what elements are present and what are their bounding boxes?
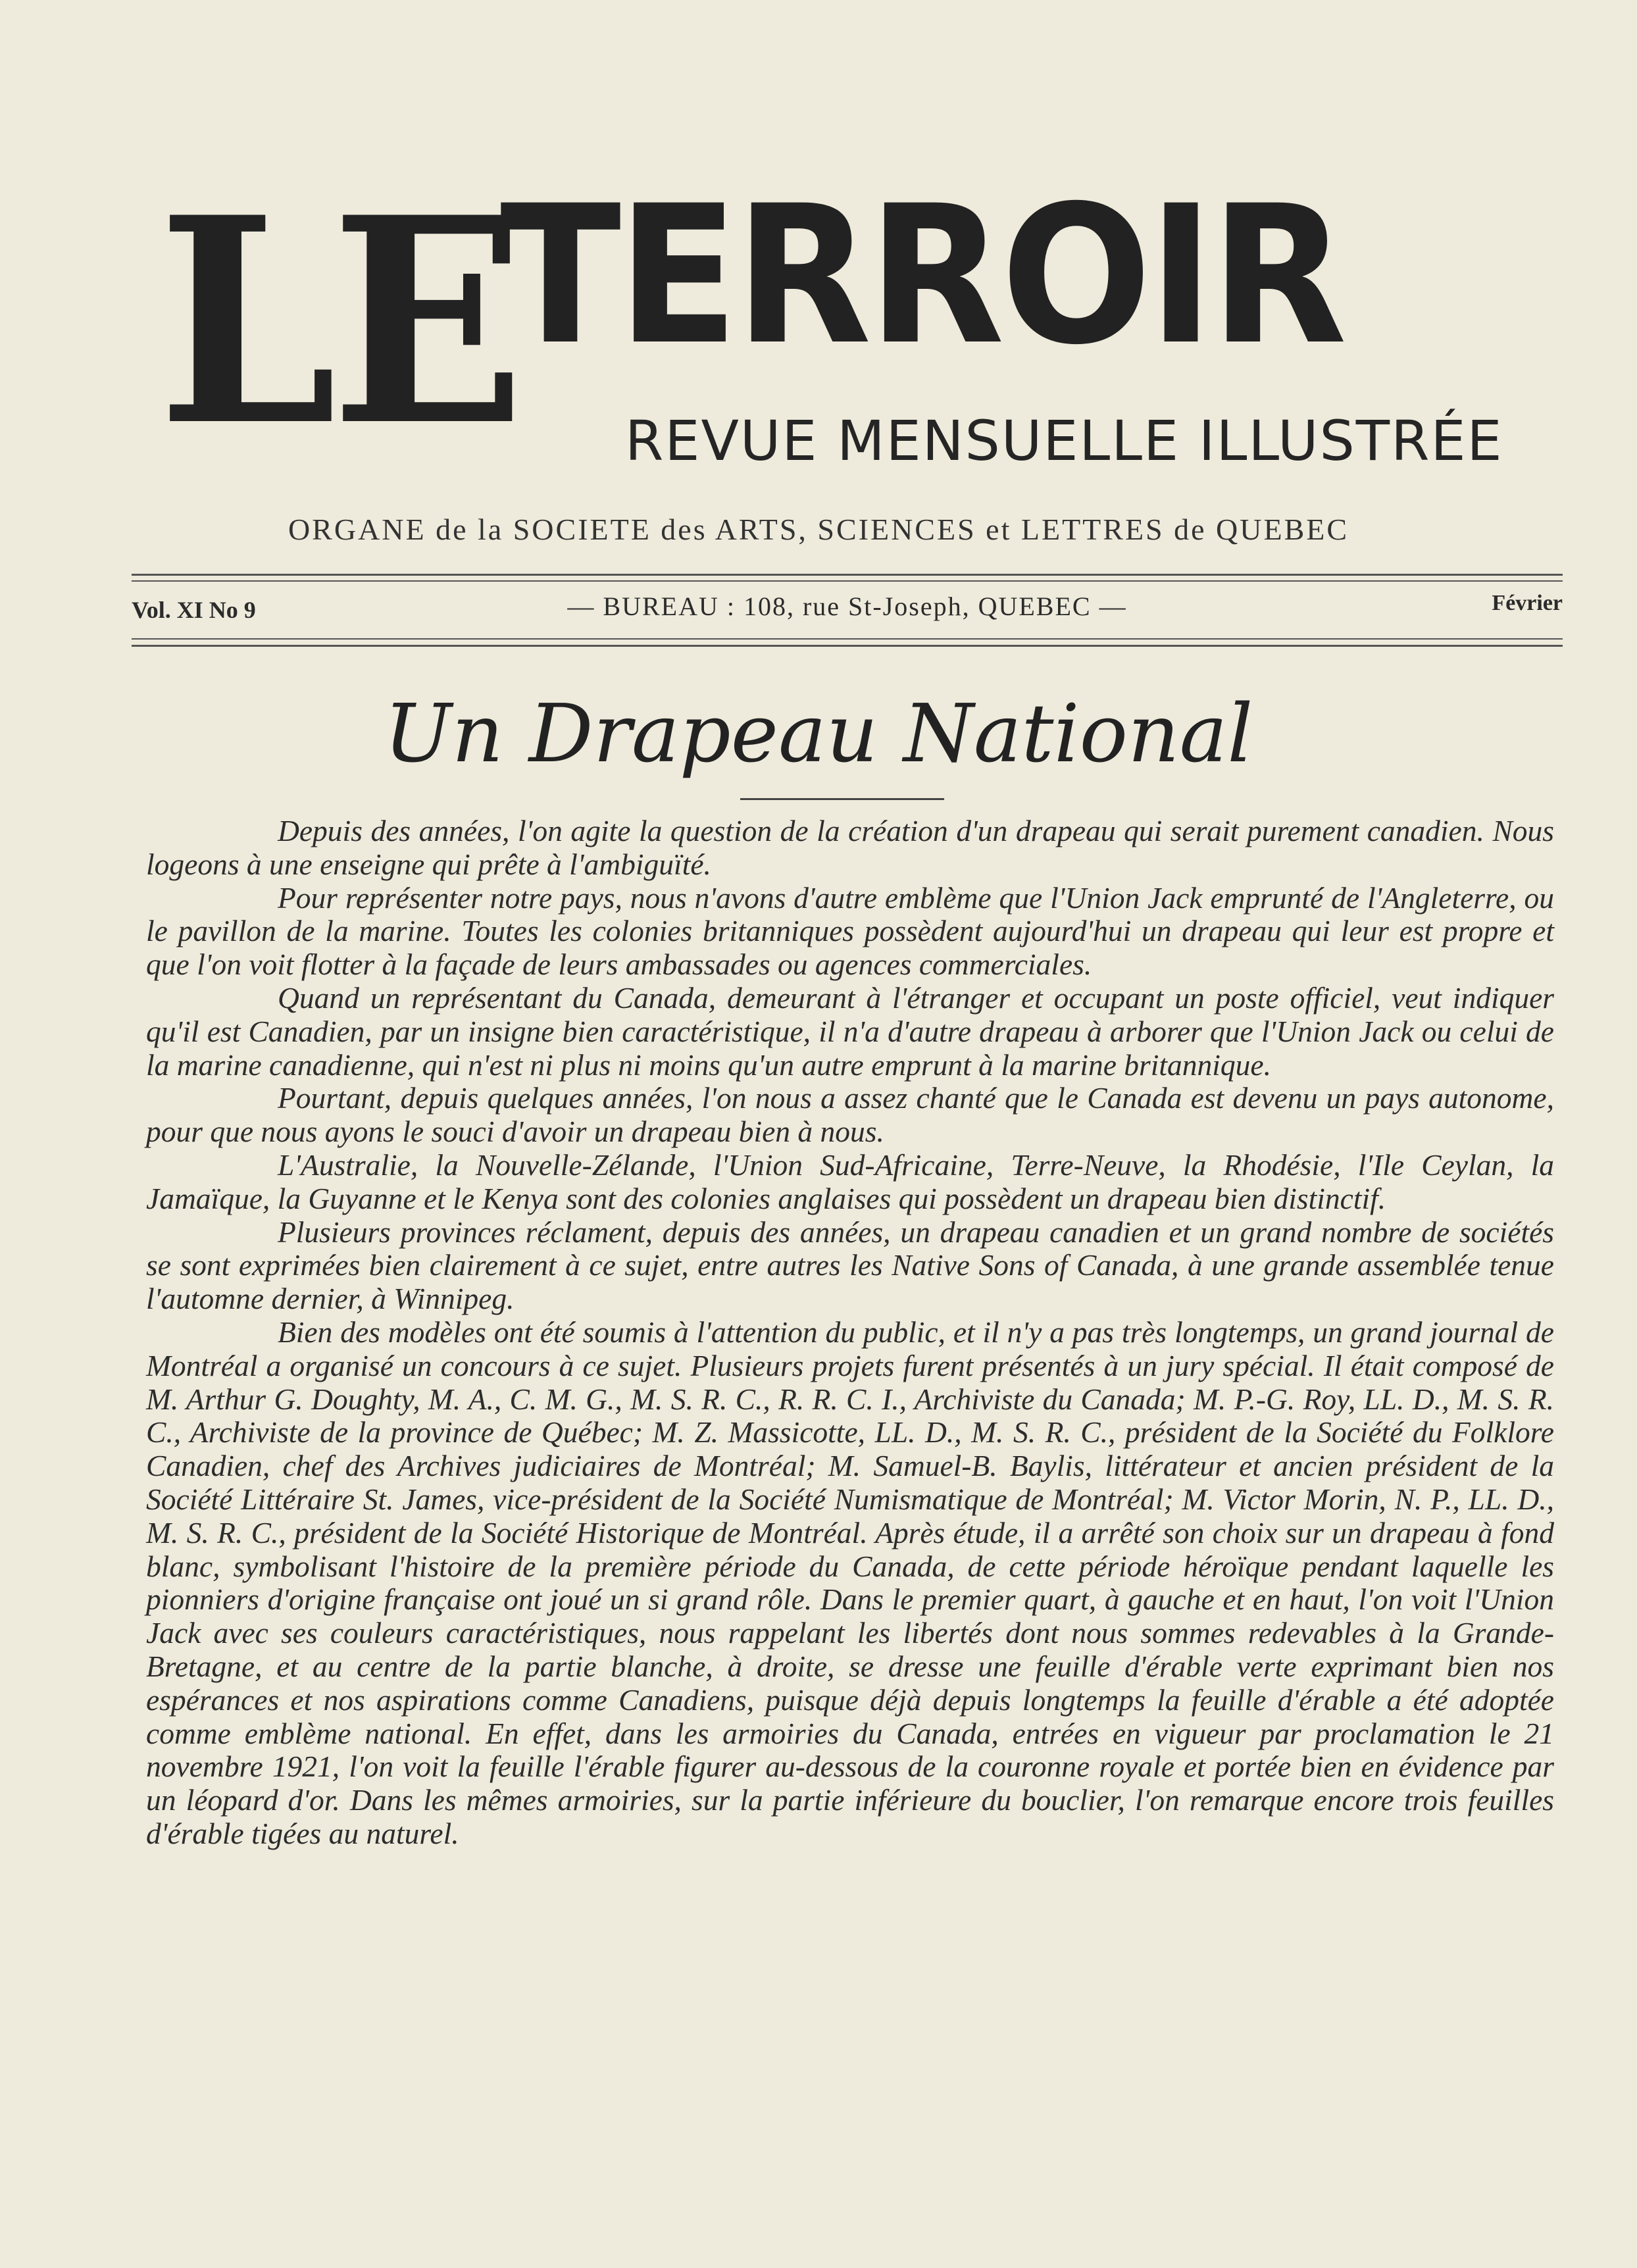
article-paragraph: Pour représenter notre pays, nous n'avons d'autre emblème que l'Union Jack emprunté de l'Angleterre, ou le pavillon de la marine. Toutes les colonies britanniques possèdent aujourd'hui un drapeau qui leur est propre et que l'on voit flotter à la façade de leurs ambassades ou agences commerciales.: [146, 880, 1554, 982]
article-paragraph: Plusieurs provinces réclament, depuis des années, un drapeau canadien et un grand nombre de sociétés se sont exprimées bien clairement à ce sujet, entre autres les Native Sons of Canada, à une grande assemblée tenue l'automne dernier, à Winnipeg.: [146, 1215, 1554, 1316]
article-paragraph: Quand un représentant du Canada, demeurant à l'étranger et occupant un poste officiel, veut indiquer qu'il est Canadien, par un insigne bien caractéristique, il n'a d'autre drapeau à arborer que l'Union Jack ou celui de la marine canadienne, qui n'est ni plus ni moins qu'un autre emprunt à la marine britannique.: [146, 980, 1554, 1082]
masthead-subtitle: REVUE MENSUELLE ILLUSTRÉE: [625, 409, 1503, 473]
info-bar-bottom-rule: [132, 645, 1563, 647]
info-bar-top-rule-thin: [132, 580, 1563, 582]
masthead: [158, 156, 1513, 490]
organe-line: ORGANE de la SOCIETE des ARTS, SCIENCES et LETTRES de QUEBEC: [288, 513, 1349, 546]
article-body: [146, 815, 1554, 1851]
article-paragraph: L'Australie, la Nouvelle-Zélande, l'Union Sud-Africaine, Terre-Neuve, la Rhodésie, l'Ile Ceylan, la Jamaïque, la Guyanne et le Kenya sont des colonies anglaises qui possèdent un drapeau bien distinctif.: [146, 1147, 1554, 1215]
article-title: Un Drapeau National: [384, 687, 1253, 780]
article-paragraph: Pourtant, depuis quelques années, l'on nous a assez chanté que le Canada est devenu un pays autonome, pour que nous ayons le souci d'avoir un drapeau bien à nous.: [146, 1081, 1554, 1149]
title-divider: [740, 798, 944, 800]
article-paragraph: Depuis des années, l'on agite la question de la création d'un drapeau qui serait purement canadien. Nous logeons à une enseigne qui prête à l'ambiguïté.: [146, 814, 1554, 881]
masthead-title-le: LE: [158, 156, 520, 488]
article-paragraph: Bien des modèles ont été soumis à l'attention du public, et il n'y a pas très longtemps, un grand journal de Montréal a organisé un concours à ce sujet. Plusieurs projets furent présentés à un jury spécial. Il était composé de M. Arthur G. Doughty, M. A., C. M. G., M. S. R. C., R. R. C. I., Archiviste du Canada; M. P.-G. Roy, LL. D., M. S. R. C., Archiviste de la province de Québec; M. Z. Massicotte, LL. D., M. S. R. C., président de la Société du Folklore Canadien, chef des Archives judiciaires de Montréal; M. Samuel-B. Baylis, littérateur et ancien président de la Société Littéraire St. James, vice-président de la Société Numismatique de Montréal; M. Victor Morin, N. P., LL. D., M. S. R. C., président de la Société Historique de Montréal. Après étude, il a arrêté son choix sur un drapeau à fond blanc, symbolisant l'histoire de la première période du Canada, de cette période héroïque pendant laquelle les pionniers d'origine française ont joué un si grand rôle. Dans le premier quart, à gauche et en haut, l'on voit l'Union Jack avec ses couleurs caractéristiques, nous rappelant les libertés dont nous sommes redevables à la Grande-Bretagne, et au centre de la partie blanche, à droite, se dresse une feuille d'érable verte exprimant bien nos espérances et nos aspirations comme Canadiens, puisque déjà depuis longtemps la feuille d'érable a été adoptée comme emblème national. En effet, dans les armoiries du Canada, entrées en vigueur par proclamation le 21 novembre 1921, l'on voit la feuille l'érable figurer au-dessous de la couronne royale et portée bien en évidence par un léopard d'or. Dans les mêmes armoiries, sur la partie inférieure du bouclier, l'on remarque encore trois feuilles d'érable tigées au naturel.: [146, 1315, 1554, 1850]
info-bar-top-rule: [132, 574, 1563, 576]
volume-number: Vol. XI No 9: [132, 597, 256, 623]
bureau-address: — BUREAU : 108, rue St-Joseph, QUEBEC —: [567, 592, 1127, 621]
info-bar-bottom-rule-thin: [132, 638, 1563, 640]
masthead-title-terroir: TERROIR: [500, 165, 1344, 387]
issue-month: Février: [1492, 591, 1563, 615]
info-bar: [132, 591, 1563, 630]
